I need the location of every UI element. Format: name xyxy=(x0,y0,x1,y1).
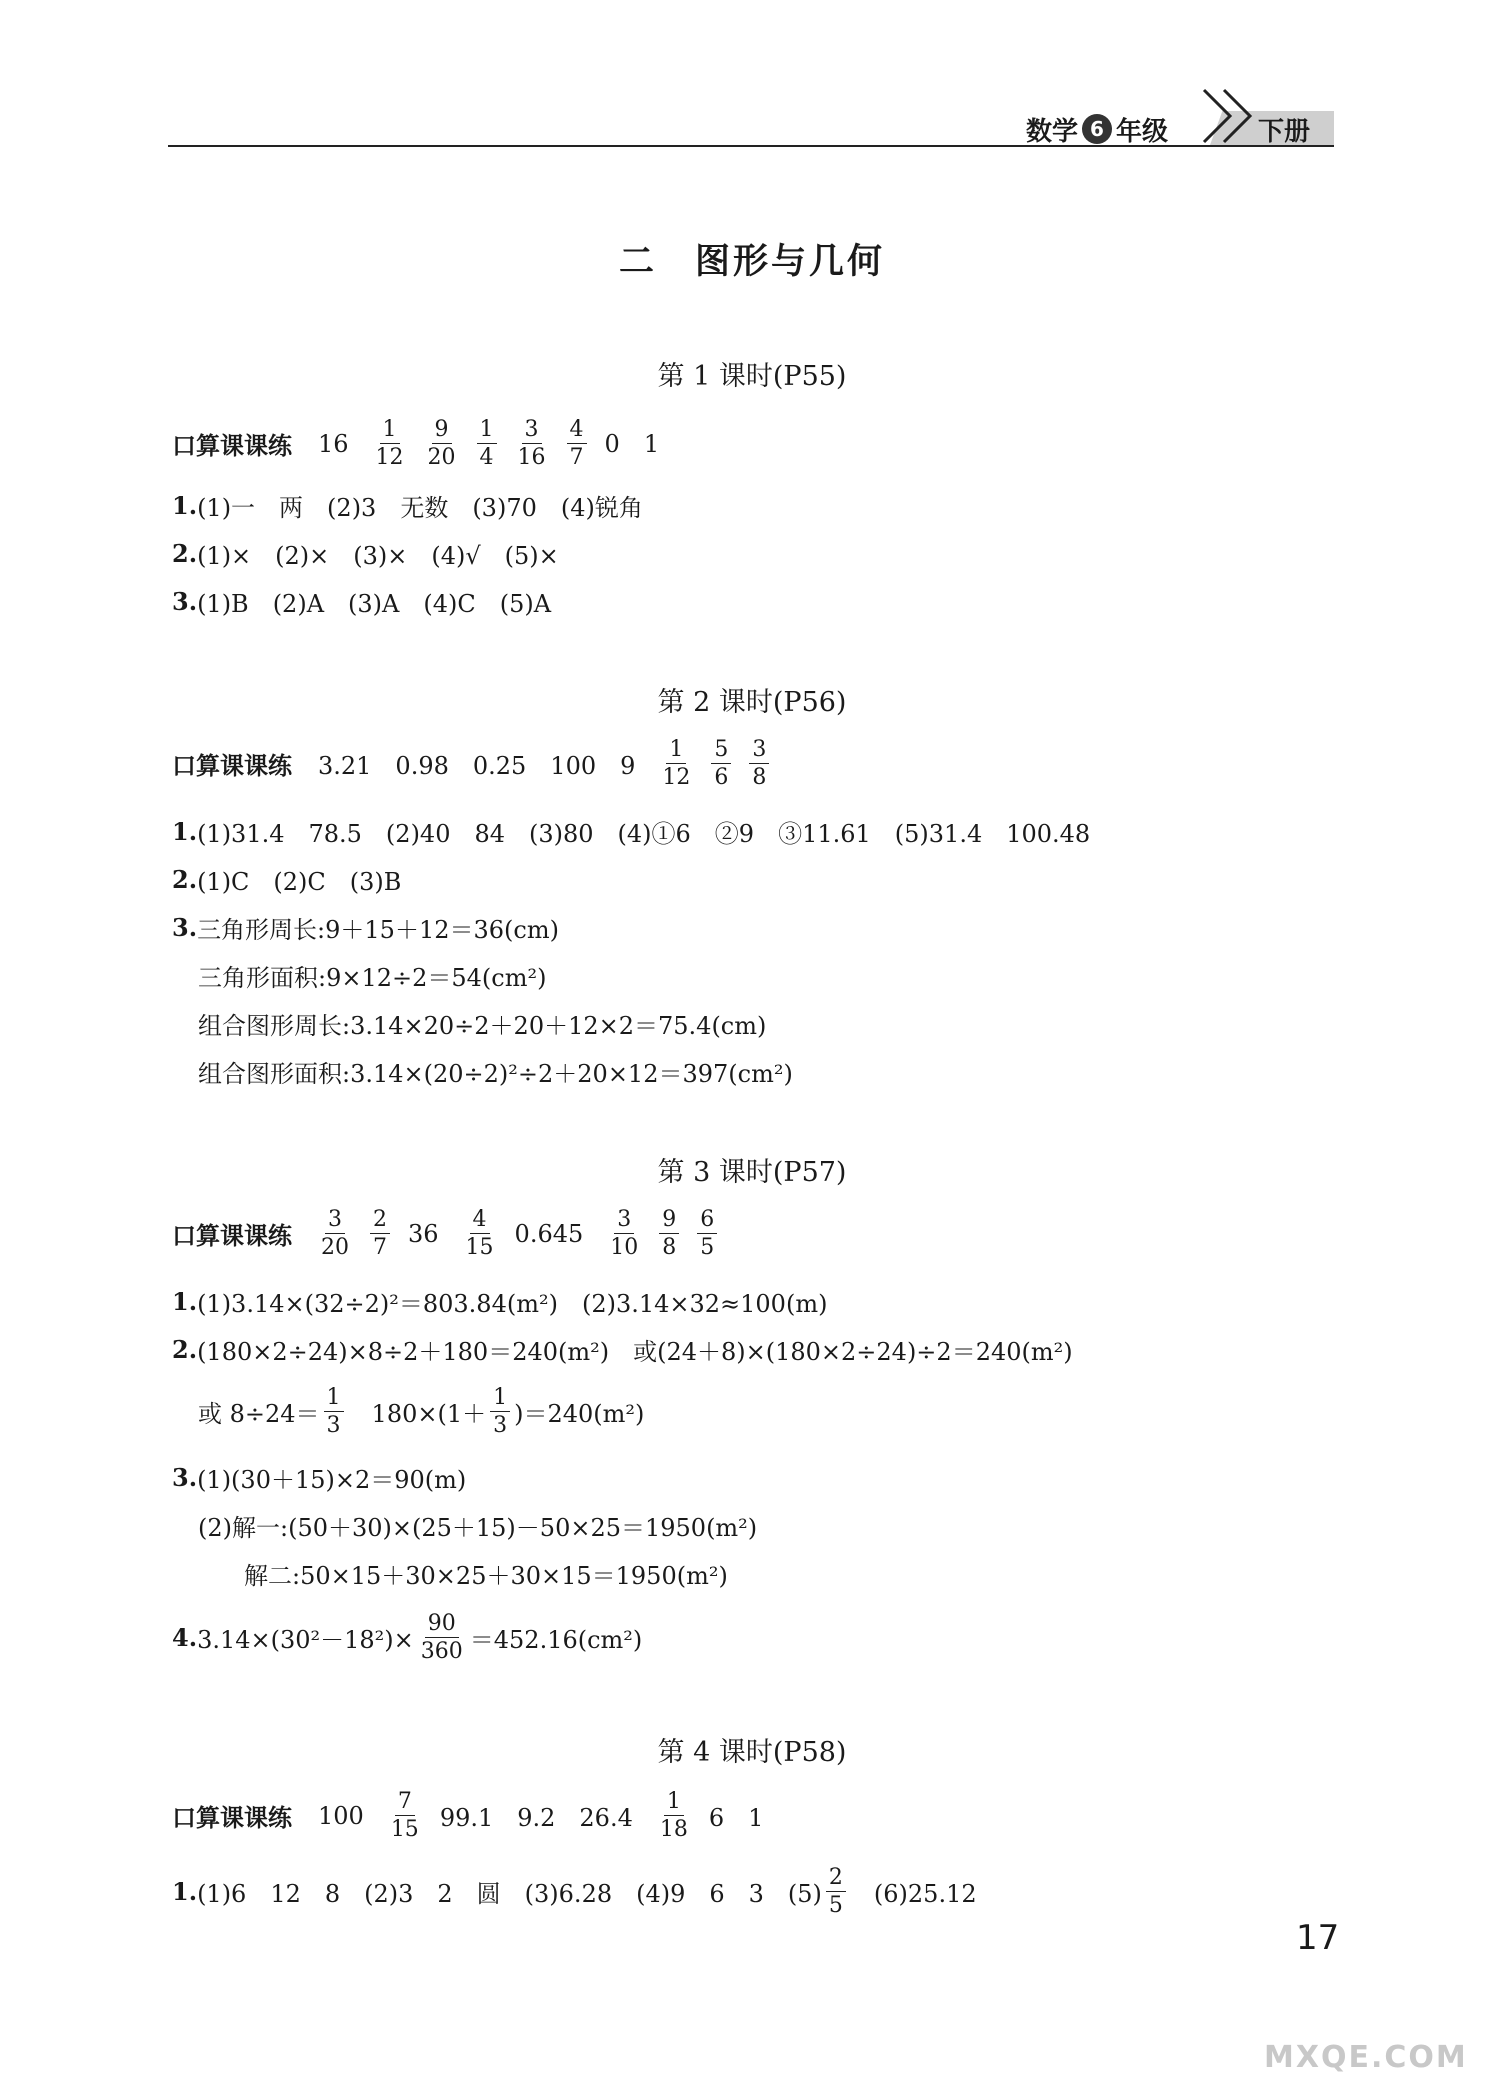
question-number: 1. xyxy=(172,491,198,520)
numerator: 6 xyxy=(697,1208,717,1234)
answer-text: (180×2÷24)×8÷2＋180＝240(m²) 或(24＋8)×(180×2÷24)÷2＝240(m²) xyxy=(197,1338,1073,1366)
answer-line xyxy=(172,1460,466,1495)
numerator: 3 xyxy=(522,418,542,444)
answer-text: (1)一 两 (2)3 无数 (3)70 (4)锐角 xyxy=(197,494,643,522)
fraction xyxy=(388,1790,422,1841)
answer-text: (1)(30＋15)×2＝90(m) xyxy=(197,1466,467,1494)
question-number: 3. xyxy=(172,1463,198,1492)
answer-line: (2)解一:(50＋30)×(25＋15)－50×25＝1950(m²) xyxy=(198,1514,758,1542)
answer-line xyxy=(172,1332,1073,1367)
answer-line xyxy=(172,1612,642,1663)
answer-text: (1)6 12 8 (2)3 2 圆 (3)6.28 (4)9 6 3 (5) xyxy=(197,1880,822,1909)
fraction xyxy=(515,418,549,469)
denominator: 15 xyxy=(465,1235,494,1261)
question-number: 1. xyxy=(172,817,198,846)
question-number: 3. xyxy=(172,587,198,616)
question-number: 3. xyxy=(172,913,198,942)
denominator: 18 xyxy=(659,1817,688,1843)
denominator: 3 xyxy=(493,1413,508,1439)
fraction xyxy=(749,738,769,789)
header-volume: 下册 xyxy=(1258,116,1311,147)
answer-line: 组合图形面积:3.14×(20÷2)²÷2＋20×12＝397(cm²) xyxy=(198,1060,793,1088)
header-book-title xyxy=(1026,112,1168,146)
numerator: 1 xyxy=(490,1386,510,1412)
answer-text: 3.14×(30²－18²)× xyxy=(197,1626,414,1655)
fraction xyxy=(370,1208,390,1259)
numerator: 9 xyxy=(432,418,452,444)
answer-line xyxy=(172,536,559,571)
answer-line xyxy=(172,862,401,897)
answer-text: (1)C (2)C (3)B xyxy=(197,868,402,896)
oral-label: 口算课课练 xyxy=(172,1804,292,1833)
fraction xyxy=(659,738,693,789)
answer-text: (6)25.12 xyxy=(849,1880,977,1909)
fraction xyxy=(711,738,731,789)
oral-practice-row xyxy=(172,418,683,469)
answer-line: 组合图形周长:3.14×20÷2＋20＋12×2＝75.4(cm) xyxy=(198,1012,767,1040)
question-number: 2. xyxy=(172,1335,198,1364)
lesson-title: 第 3 课时(P57) xyxy=(657,1157,847,1188)
numerator: 2 xyxy=(826,1866,846,1892)
answer-line: 三角形面积:9×12÷2＝54(cm²) xyxy=(198,964,547,992)
question-number: 1. xyxy=(172,1287,198,1316)
denominator: 20 xyxy=(427,445,456,471)
answer-line xyxy=(172,1866,977,1917)
answer: 0.645 xyxy=(514,1219,584,1248)
answer-line xyxy=(172,488,643,523)
numerator: 3 xyxy=(325,1208,345,1234)
numerator: 2 xyxy=(370,1208,390,1234)
fraction xyxy=(373,418,407,469)
watermark: MXQE.COM xyxy=(1264,2040,1468,2075)
double-chevron-icon xyxy=(1200,88,1262,146)
book-grade: 年级 xyxy=(1116,116,1169,147)
answer-text: )＝240(m²) xyxy=(514,1400,645,1429)
lesson-title: 第 1 课时(P55) xyxy=(657,361,847,392)
denominator: 5 xyxy=(828,1893,843,1919)
fraction xyxy=(659,1208,679,1259)
numerator: 1 xyxy=(324,1386,344,1412)
fraction xyxy=(490,1386,510,1437)
answer: 99.1 9.2 26.4 xyxy=(439,1804,633,1833)
chapter-title: 二 图形与几何 xyxy=(618,242,885,282)
numerator: 3 xyxy=(614,1208,634,1234)
book-subject: 数学 xyxy=(1026,116,1079,147)
numerator: 1 xyxy=(380,418,400,444)
denominator: 20 xyxy=(321,1235,349,1261)
numerator: 1 xyxy=(666,738,686,764)
denominator: 12 xyxy=(375,445,404,471)
fraction xyxy=(324,1386,344,1437)
answer-line xyxy=(172,910,559,945)
page-number: 17 xyxy=(1296,1918,1340,1958)
denominator: 12 xyxy=(662,765,691,791)
fraction xyxy=(318,1208,352,1259)
answer-line xyxy=(198,1386,644,1437)
answer-text: ＝452.16(cm²) xyxy=(469,1626,643,1655)
fraction xyxy=(607,1208,641,1259)
numerator: 3 xyxy=(749,738,769,764)
fraction xyxy=(477,418,497,469)
lesson-title: 第 2 课时(P56) xyxy=(657,687,847,718)
fraction xyxy=(657,1790,691,1841)
denominator: 16 xyxy=(517,445,546,471)
answer-line xyxy=(172,584,551,619)
numerator: 1 xyxy=(477,418,497,444)
denominator: 10 xyxy=(610,1235,639,1261)
answer: 6 1 xyxy=(708,1804,764,1833)
lesson-title: 第 4 课时(P58) xyxy=(657,1737,847,1768)
answer: 36 xyxy=(408,1219,439,1248)
fraction xyxy=(463,1208,497,1259)
answer-line xyxy=(172,1284,827,1319)
numerator: 1 xyxy=(664,1790,684,1816)
numerator: 4 xyxy=(470,1208,490,1234)
denominator: 5 xyxy=(700,1235,715,1261)
oral-practice-row xyxy=(172,1790,787,1841)
numerator: 9 xyxy=(659,1208,679,1234)
fraction xyxy=(567,418,587,469)
question-number: 1. xyxy=(172,1877,198,1907)
answer: 16 xyxy=(318,429,349,458)
answer: 100 xyxy=(318,1801,364,1830)
oral-label: 口算课课练 xyxy=(172,432,292,461)
answer: 3.21 0.98 0.25 100 9 xyxy=(318,752,636,781)
denominator: 8 xyxy=(752,765,767,791)
fraction xyxy=(418,1612,466,1663)
question-number: 4. xyxy=(172,1623,198,1653)
answer-text: (1)× (2)× (3)× (4)√ (5)× xyxy=(197,542,559,570)
answer: 0 xyxy=(604,429,620,458)
denominator: 3 xyxy=(326,1413,341,1439)
denominator: 4 xyxy=(479,445,494,471)
numerator: 90 xyxy=(425,1612,459,1638)
answer-text: (1)31.4 78.5 (2)40 84 (3)80 (4)①6 ②9 ③11.61 (5)31.4 100.48 xyxy=(197,820,1091,848)
fraction xyxy=(697,1208,717,1259)
oral-practice-row xyxy=(172,1208,735,1259)
fraction xyxy=(826,1866,846,1917)
answer-text: (1)3.14×(32÷2)²＝803.84(m²) (2)3.14×32≈100(m) xyxy=(197,1290,828,1318)
denominator: 7 xyxy=(373,1235,387,1261)
answer-line: 解二:50×15＋30×25＋30×15＝1950(m²) xyxy=(244,1562,728,1590)
question-number: 2. xyxy=(172,539,198,568)
grade-badge: 6 xyxy=(1082,114,1112,144)
answer-text: 或 8÷24＝ xyxy=(198,1400,320,1429)
question-number: 2. xyxy=(172,865,198,894)
numerator: 7 xyxy=(395,1790,415,1816)
numerator: 5 xyxy=(711,738,731,764)
denominator: 360 xyxy=(420,1639,463,1665)
denominator: 15 xyxy=(390,1817,419,1843)
oral-label: 口算课课练 xyxy=(172,1222,292,1251)
denominator: 7 xyxy=(569,445,584,471)
answer-text: 三角形周长:9＋15＋12＝36(cm) xyxy=(197,916,559,944)
denominator: 8 xyxy=(662,1235,677,1261)
oral-label: 口算课课练 xyxy=(172,752,292,781)
answer-text: (1)B (2)A (3)A (4)C (5)A xyxy=(197,590,552,618)
answer-text: 180×(1＋ xyxy=(347,1400,487,1429)
numerator: 4 xyxy=(567,418,587,444)
fraction xyxy=(425,418,459,469)
answer-line xyxy=(172,814,1090,849)
denominator: 6 xyxy=(714,765,729,791)
oral-practice-row xyxy=(172,738,787,789)
answer: 1 xyxy=(643,429,660,458)
